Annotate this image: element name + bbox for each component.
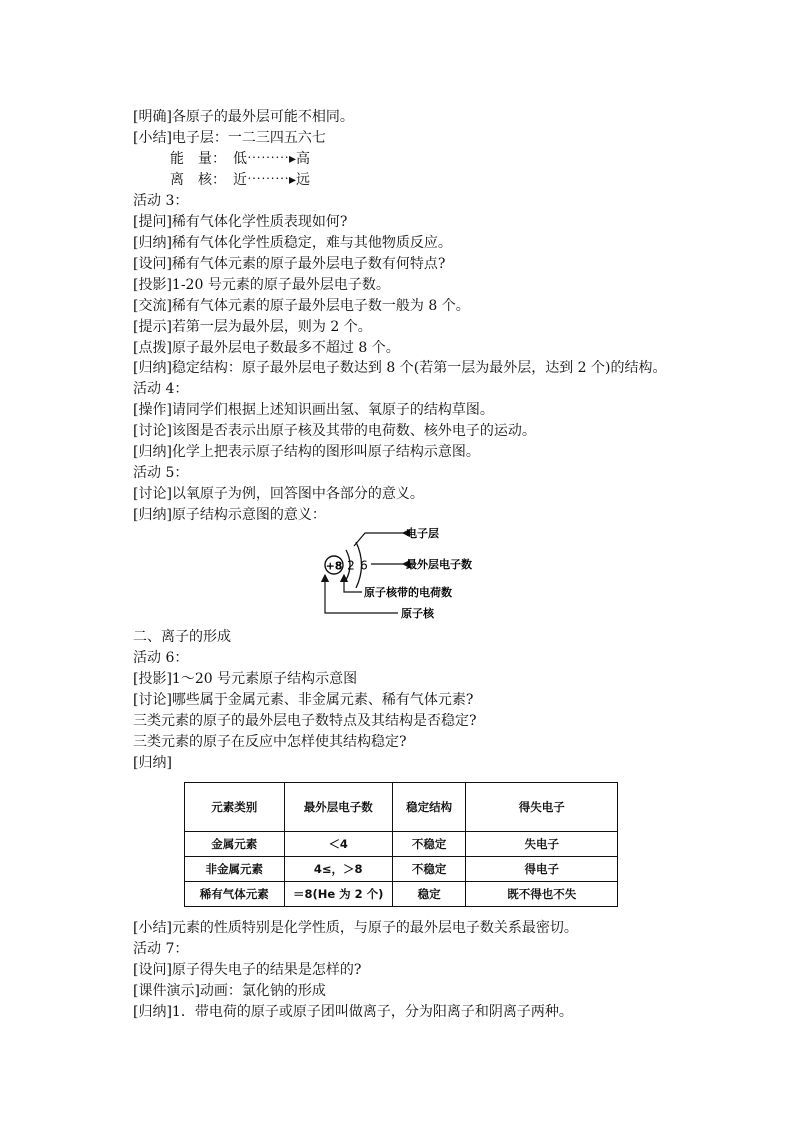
label-outer-electrons: 最外层电子数 — [406, 558, 472, 571]
shell2-electrons: 6 — [360, 558, 368, 573]
shell1-electrons: 2 — [347, 558, 355, 573]
text-line: [归纳]化学上把表示原子结构的图形叫原子结构示意图。 — [133, 444, 480, 460]
text-line: 活动 7： — [133, 941, 189, 957]
table-header-row — [185, 783, 618, 832]
text-line: [讨论]该图是否表示出原子核及其带的电荷数、核外电子的运动。 — [133, 423, 536, 439]
text-line: 三类元素的原子在反应中怎样使其结构稳定? — [133, 734, 407, 750]
table-cell: 得电子 — [466, 857, 618, 882]
section-heading: 二、离子的形成 — [133, 629, 231, 645]
text-line: [归纳] — [133, 755, 172, 771]
text-line: [小结]元素的性质特别是化学性质，与原子的最外层电子数关系最密切。 — [133, 920, 578, 936]
table-cell: 不稳定 — [392, 832, 466, 857]
element-classification-table — [184, 782, 618, 907]
text-line: 活动 3： — [133, 193, 189, 209]
text-line: [设问]原子得失电子的结果是怎样的? — [133, 962, 362, 978]
table-cell: 金属元素 — [185, 832, 285, 857]
text-line: [归纳]稀有气体化学性质稳定，难与其他物质反应。 — [133, 235, 452, 251]
table-row — [185, 882, 618, 907]
table-header-cell: 得失电子 — [466, 783, 618, 832]
text-line: 能 量： 低⋯⋯⋯▸高 — [170, 151, 311, 167]
table-row — [185, 832, 618, 857]
table-header-cell: 稳定结构 — [392, 783, 466, 832]
text-line: [归纳]原子结构示意图的意义： — [133, 507, 326, 523]
text-line: [提示]若第一层为最外层，则为 2 个。 — [133, 319, 372, 335]
text-line: [操作]请同学们根据上述知识画出氢、氧原子的结构草图。 — [133, 402, 494, 418]
table-cell: ＝8(He 为 2 个) — [284, 882, 392, 907]
label-nucleus: 原子核 — [401, 607, 434, 620]
text-line: 活动 5： — [133, 465, 189, 481]
table-cell: ＜4 — [284, 832, 392, 857]
text-line: 三类元素的原子的最外层电子数特点及其结构是否稳定? — [133, 713, 477, 729]
table-cell: 失电子 — [466, 832, 618, 857]
text-line: [归纳]1．带电荷的原子或原子团叫做离子，分为阳离子和阴离子两种。 — [133, 1004, 573, 1020]
text-line: [设问]稀有气体元素的原子最外层电子数有何特点? — [133, 256, 446, 272]
text-line: [点拨]原子最外层电子数最多不超过 8 个。 — [133, 340, 400, 356]
text-line: [归纳]稳定结构：原子最外层电子数达到 8 个(若第一层为最外层，达到 2 个)的结构。 — [133, 360, 667, 376]
text-line: [投影]1-20 号元素的原子最外层电子数。 — [133, 277, 390, 293]
text-line: [投影]1～20 号元素原子结构示意图 — [133, 671, 358, 687]
text-line: 活动 4： — [133, 381, 189, 397]
label-electron-shell: 电子层 — [406, 527, 439, 540]
table-cell: 既不得也不失 — [466, 882, 618, 907]
table-cell: 稳定 — [392, 882, 466, 907]
text-line: [讨论]以氧原子为例，回答图中各部分的意义。 — [133, 486, 424, 502]
text-line: [提问]稀有气体化学性质表现如何? — [133, 214, 348, 230]
table-header-cell: 元素类别 — [185, 783, 285, 832]
text-line: 活动 6： — [133, 650, 189, 666]
table-cell: 非金属元素 — [185, 857, 285, 882]
nucleus-charge: +8 — [325, 559, 343, 573]
label-nuclear-charge: 原子核带的电荷数 — [364, 586, 452, 599]
table-row — [185, 857, 618, 882]
text-line: [交流]稀有气体元素的原子最外层电子数一般为 8 个。 — [133, 298, 470, 314]
text-line: [课件演示]动画：氯化钠的形成 — [133, 983, 326, 999]
arrow-shell — [354, 533, 403, 546]
text-line: [讨论]哪些属于金属元素、非金属元素、稀有气体元素? — [133, 692, 474, 708]
text-line: 离 核： 近⋯⋯⋯▸远 — [170, 172, 311, 188]
text-line: [明确]各原子的最外层可能不相同。 — [133, 109, 354, 125]
table-cell: 不稳定 — [392, 857, 466, 882]
text-line: [小结]电子层：一二三四五六七 — [133, 130, 326, 146]
table-cell: 稀有气体元素 — [185, 882, 285, 907]
table-header-cell: 最外层电子数 — [284, 783, 392, 832]
table-cell: 4≤，＞8 — [284, 857, 392, 882]
atom-structure-diagram — [318, 520, 488, 620]
